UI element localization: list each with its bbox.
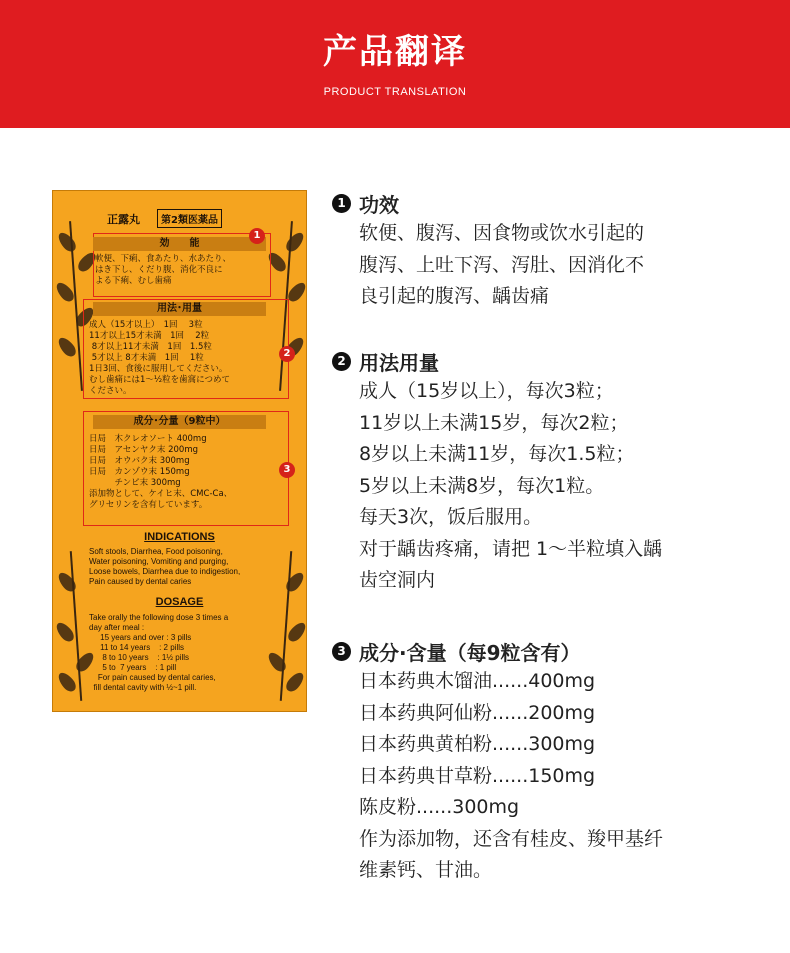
header-banner: [0, 0, 790, 128]
text-line: 软便、腹泻、因食物或饮水引起的: [359, 222, 645, 244]
text-line: 陈皮粉......300mg: [359, 796, 520, 818]
text-line: 作为添加物，还含有桂皮、羧甲基纤: [359, 827, 664, 850]
leaf-decoration: [53, 620, 76, 645]
text-line: 每天3次，饭后服用。: [359, 506, 543, 528]
number-bullet: 2: [332, 352, 351, 371]
text-line: 8岁以上未满11岁，每次1.5粒；: [359, 443, 635, 465]
text-line: 日本药典阿仙粉......200mg: [359, 701, 596, 724]
leaf-decoration: [265, 650, 288, 675]
section-body: [332, 666, 663, 887]
dosage-title-english: DOSAGE: [155, 596, 204, 608]
efficacy-heading: 効 能: [93, 237, 266, 251]
marker-1: 1: [249, 228, 265, 244]
text-line: 5岁以上未满8岁，每次1粒。: [359, 474, 605, 497]
text-line: 日本药典木馏油......400mg: [359, 670, 596, 692]
efficacy-text: 軟便、下痢、食あたり、水あたり、 はき下し、くだり腹、消化不良に よる下痢、むし歯痛: [95, 254, 232, 286]
section-heading: [332, 188, 644, 218]
ingredients-heading: 成分･分量（9粒中）: [93, 415, 266, 429]
leaf-decoration: [285, 620, 307, 645]
dosage-heading: 用法･用量: [93, 302, 266, 316]
text-line: 腹泻、上吐下泻、泻肚、因消化不: [359, 253, 645, 276]
section-heading: [332, 636, 663, 666]
leaf-decoration: [55, 230, 78, 255]
text-line: 良引起的腹泻、龋齿痛: [359, 285, 550, 307]
text-line: 日本药典甘草粉......150mg: [359, 764, 596, 787]
marker-3: 3: [279, 462, 295, 478]
leaf-decoration: [55, 570, 78, 595]
banner-title: 产品翻译: [323, 32, 467, 72]
indications-text: Soft stools, Diarrhea, Food poisoning, Water poisoning, Vomiting and purging, Loose bowels, Diarrhea due to indigestion, Pain caused by dental caries: [89, 547, 241, 586]
text-line: 齿空洞内: [359, 569, 436, 591]
section-body: [332, 376, 662, 597]
number-bullet: 3: [332, 642, 351, 661]
section-heading: [332, 346, 662, 376]
package-classification: 第2類医薬品: [157, 209, 222, 228]
section-efficacy: [332, 188, 644, 313]
dosage-text: 成人（15才以上） 1回 3粒 11才以上15才未満 1回 2粒 8才以上11才未満 1回 1.5粒 5才以上 8才未満 1回 1粒 1日3回、食後に服用してください。 むし歯痛には1～½粒を歯窩につめて ください。: [89, 320, 230, 396]
banner-subtitle: PRODUCT TRANSLATION: [323, 86, 467, 98]
section-ingredients: [332, 636, 663, 887]
text-line: 日本药典黄柏粉......300mg: [359, 733, 596, 755]
section-title: 用法用量: [359, 350, 439, 375]
text-line: 对于龋齿疼痛，请把 1～半粒填入龋: [359, 537, 663, 560]
dosage-text-english: Take orally the following dose 3 times a day after meal : 15 years and over : 3 pills 11 to 14 years : 2 pills 8 to 10 years : 1½ pills 5 to 7 years : 1 pill For pain caused by dental caries, fill dental cavity with ½~1 pill.: [89, 613, 229, 692]
leaf-decoration: [55, 335, 78, 360]
marker-2: 2: [279, 346, 295, 362]
section-title: 成分·含量（每9粒含有）: [359, 640, 581, 665]
leaf-decoration: [55, 670, 78, 695]
section-dosage: [332, 346, 662, 597]
ingredients-text: 日局 木クレオソート 400mg 日局 アセンヤク末 200mg 日局 オウバク末 300mg 日局 カンゾウ末 150mg チンピ末 300mg 添加物として、ケイヒ末、CMC-Ca、 グリセリンを含有しています。: [89, 434, 233, 510]
text-line: 维素钙、甘油。: [359, 859, 493, 881]
leaf-decoration: [283, 230, 306, 255]
text-line: 11岁以上未满15岁，每次2粒；: [359, 411, 629, 434]
package-image: [52, 190, 307, 712]
section-title: 功效: [359, 192, 399, 217]
number-bullet: 1: [332, 194, 351, 213]
section-body: [332, 218, 644, 313]
indications-title: INDICATIONS: [144, 531, 215, 543]
text-line: 成人（15岁以上），每次3粒；: [359, 380, 614, 402]
leaf-decoration: [283, 670, 306, 695]
package-product-name: 正露丸: [107, 213, 140, 226]
